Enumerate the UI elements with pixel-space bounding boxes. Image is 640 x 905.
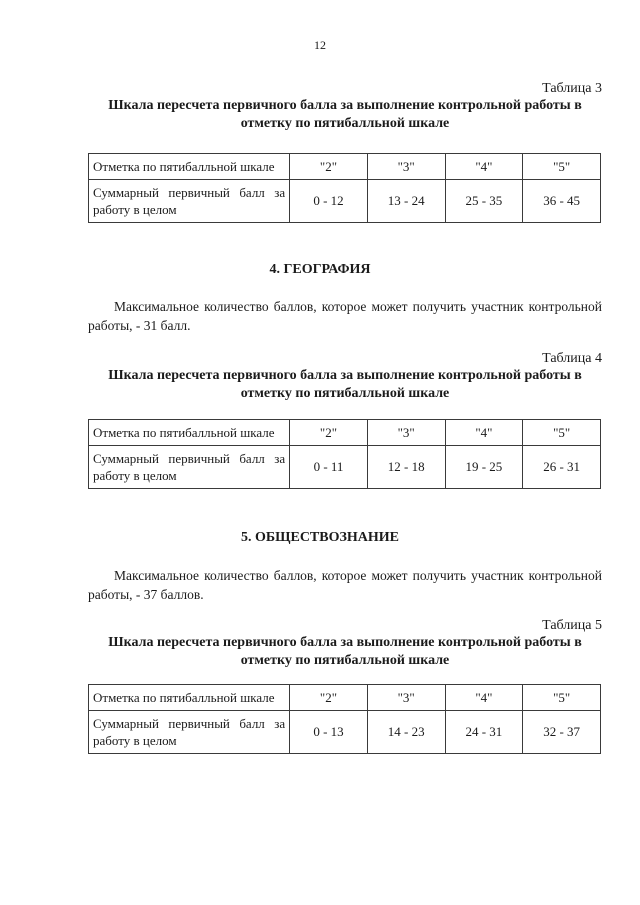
range-cell: 32 - 37: [523, 711, 601, 754]
range-cell: 25 - 35: [445, 180, 523, 223]
table-title: Шкала пересчета первичного балла за выполнение контрольной работы в отметку по пятибалльной шкале: [108, 98, 582, 131]
grade-cell: "4": [445, 685, 523, 711]
row-header-grade: Отметка по пятибалльной шкале: [89, 420, 290, 446]
table-title: Шкала пересчета первичного балла за выполнение контрольной работы в отметку по пятибалльной шкале: [108, 635, 582, 668]
grade-cell: "2": [290, 154, 368, 180]
grade-cell: "4": [445, 420, 523, 446]
grade-cell: "5": [523, 420, 601, 446]
score-table: [88, 153, 601, 223]
row-header-grade: Отметка по пятибалльной шкале: [89, 685, 290, 711]
table-row: [89, 711, 601, 754]
section-heading-social-studies: 5. ОБЩЕСТВОЗНАНИЕ: [240, 530, 400, 545]
range-cell: 0 - 12: [290, 180, 368, 223]
row-header-score: Суммарный первичный балл за работу в целом: [89, 180, 290, 223]
table-row: [89, 685, 601, 711]
grade-cell: "5": [523, 154, 601, 180]
score-table: [88, 419, 601, 489]
row-header-score: Суммарный первичный балл за работу в целом: [89, 711, 290, 754]
section-paragraph: [88, 566, 602, 604]
range-cell: 12 - 18: [367, 446, 445, 489]
grade-cell: "3": [367, 420, 445, 446]
table-label: Таблица 3: [542, 81, 602, 96]
table-4-block: [88, 350, 602, 489]
table-row: [89, 420, 601, 446]
page-number: 12: [314, 38, 326, 52]
range-cell: 0 - 13: [290, 711, 368, 754]
paragraph-text: Максимальное количество баллов, которое может получить участник контрольной работы, - 31 балл.: [88, 299, 602, 333]
paragraph-text: Максимальное количество баллов, которое может получить участник контрольной работы, - 37 баллов.: [88, 568, 602, 602]
grade-cell: "3": [367, 154, 445, 180]
table-label: Таблица 5: [542, 618, 602, 633]
section-paragraph: [88, 297, 602, 335]
range-cell: 13 - 24: [367, 180, 445, 223]
section-heading-geography: 4. ГЕОГРАФИЯ: [269, 262, 371, 277]
range-cell: 14 - 23: [367, 711, 445, 754]
range-cell: 0 - 11: [290, 446, 368, 489]
table-5-block: [88, 617, 602, 754]
table-label: Таблица 4: [542, 351, 602, 366]
grade-cell: "2": [290, 685, 368, 711]
grade-cell: "3": [367, 685, 445, 711]
table-row: [89, 154, 601, 180]
table-row: [89, 180, 601, 223]
range-cell: 36 - 45: [523, 180, 601, 223]
range-cell: 26 - 31: [523, 446, 601, 489]
score-table: [88, 684, 601, 754]
range-cell: 19 - 25: [445, 446, 523, 489]
grade-cell: "5": [523, 685, 601, 711]
table-3-block: [88, 80, 602, 223]
grade-cell: "2": [290, 420, 368, 446]
table-row: [89, 446, 601, 489]
table-title: Шкала пересчета первичного балла за выполнение контрольной работы в отметку по пятибалльной шкале: [108, 368, 582, 401]
range-cell: 24 - 31: [445, 711, 523, 754]
grade-cell: "4": [445, 154, 523, 180]
row-header-score: Суммарный первичный балл за работу в целом: [89, 446, 290, 489]
row-header-grade: Отметка по пятибалльной шкале: [89, 154, 290, 180]
